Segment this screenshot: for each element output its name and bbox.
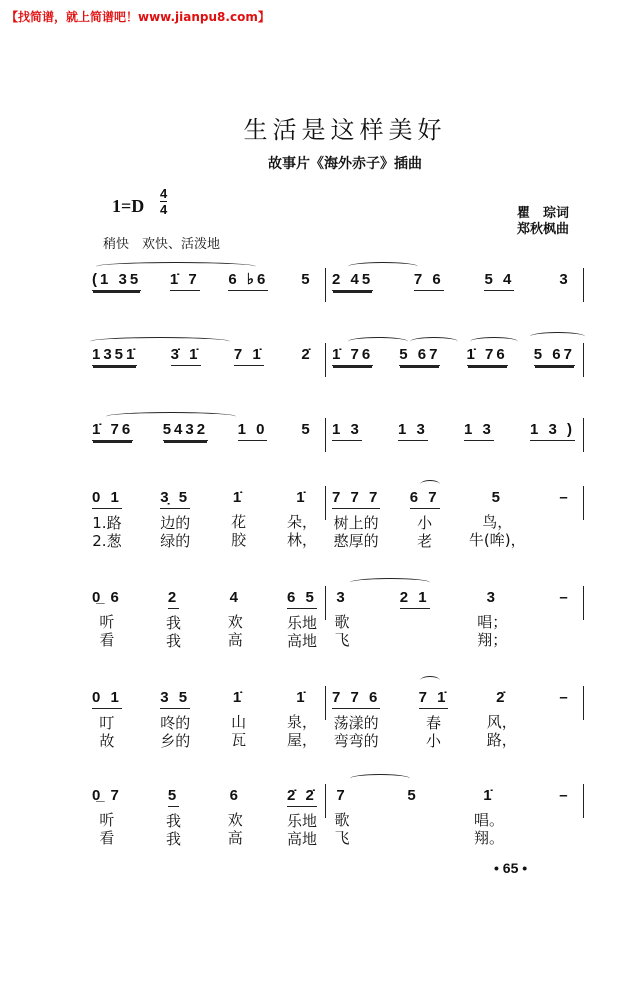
notes: 3 <box>486 589 498 606</box>
lyric: 高 <box>227 829 243 847</box>
note-group <box>92 343 137 366</box>
note-group <box>469 486 526 549</box>
lyric: 乐地 <box>286 614 317 632</box>
note-group <box>464 418 494 441</box>
note-group <box>164 586 184 650</box>
notes: 5 <box>168 784 179 807</box>
time-signature <box>160 186 167 217</box>
note-group <box>238 418 268 441</box>
slur-mark <box>350 578 430 587</box>
note-group <box>332 268 373 291</box>
lyric: 高 <box>227 631 243 649</box>
notes: 2̇ <box>301 346 313 363</box>
lyric <box>412 632 417 650</box>
note-group <box>474 784 504 847</box>
measure <box>326 268 584 302</box>
measure <box>86 586 326 650</box>
lyric: 憨厚的 <box>333 532 379 550</box>
note-group <box>163 418 208 441</box>
lyric: 2.葱 <box>92 532 122 550</box>
slur-mark <box>470 337 518 346</box>
notes: 7 <box>336 787 348 804</box>
notes: 5 <box>301 271 313 288</box>
note-group <box>164 784 184 848</box>
lyric: 山 <box>231 713 247 731</box>
lyric: 瓦 <box>231 731 247 749</box>
notes: 0 1 <box>92 486 122 509</box>
note-group <box>225 586 245 649</box>
note-group <box>555 784 575 806</box>
lyric: 我 <box>166 830 182 848</box>
lyric: 胶 <box>231 531 247 549</box>
notes: (1 35 <box>92 268 141 291</box>
notes: 1̇ <box>232 689 245 706</box>
note-group <box>287 686 317 749</box>
measure <box>86 486 326 550</box>
notes: 0 1 <box>92 686 122 709</box>
notes: 6 7 <box>410 486 440 509</box>
tempo-marking: 稍快 欢快、活泼地 <box>103 236 221 251</box>
note-group <box>332 686 380 750</box>
notes: 7 7 6 <box>332 686 380 709</box>
note-group <box>332 784 352 847</box>
note-group <box>484 268 514 291</box>
lyric: 叮 <box>99 714 115 732</box>
lyric: 牛(哞)， <box>468 531 526 549</box>
note-group <box>414 268 444 291</box>
note-group <box>297 343 317 365</box>
note-group <box>92 784 122 847</box>
measure <box>86 268 326 302</box>
notes: – <box>559 689 571 706</box>
lyric: 老 <box>417 532 433 550</box>
note-group <box>228 268 268 291</box>
notes: 1̇ 76 <box>92 418 133 441</box>
lyric <box>411 829 416 847</box>
notes: 1̇ <box>296 489 308 506</box>
key-signature: 1=D <box>112 196 145 216</box>
song-subtitle: 故事片《海外赤子》插曲 <box>268 156 422 172</box>
notes: 1̇ <box>296 689 308 706</box>
time-signature-top: 4 <box>160 186 168 201</box>
notes: 1̇ <box>232 489 245 506</box>
measure <box>326 418 584 452</box>
note-group <box>398 418 428 441</box>
note-group <box>170 268 200 291</box>
lyric: 看 <box>99 829 115 847</box>
notes: 5 67 <box>534 343 575 366</box>
note-group <box>92 686 122 750</box>
song-title: 生活是这样美好 <box>243 116 447 144</box>
notes: 1̇ 76 <box>467 343 508 366</box>
lyric: 唱。 <box>473 811 504 829</box>
lyric: 林， <box>286 531 317 549</box>
note-group <box>332 343 373 366</box>
score-row <box>86 586 586 650</box>
note-group <box>229 486 249 549</box>
slur-mark <box>348 262 418 271</box>
note-group <box>555 268 575 290</box>
note-group <box>555 586 575 608</box>
lyric: 路， <box>486 731 517 749</box>
note-group <box>234 343 264 366</box>
note-group <box>332 486 380 550</box>
score-row <box>86 486 586 550</box>
notes: 0̲ 6 <box>92 589 122 606</box>
notes: 5 <box>407 787 419 804</box>
note-group <box>403 784 423 847</box>
composer: 郑秋枫曲 <box>517 221 570 236</box>
notes: 5 67 <box>399 343 440 366</box>
lyric: 1.路 <box>92 514 122 532</box>
note-group <box>530 418 575 441</box>
lyric: 屋， <box>286 731 317 749</box>
notes: 1351̇ <box>92 343 137 366</box>
notes: 1 3 <box>464 418 494 441</box>
notes: 1 3 <box>398 418 428 441</box>
notes: 3 <box>336 589 348 606</box>
note-group <box>400 586 430 650</box>
notes: 2 1 <box>400 586 430 609</box>
lyric: 歌 <box>334 613 350 631</box>
lyric: 泉， <box>286 713 317 731</box>
notes: 2 45 <box>332 268 373 291</box>
measure <box>326 784 584 847</box>
lyric: 小 <box>426 732 442 750</box>
lyric: 高地 <box>286 830 317 848</box>
note-group <box>399 343 440 366</box>
notes: 3 <box>559 271 571 288</box>
notes: – <box>559 787 571 804</box>
lyric: 春 <box>426 714 442 732</box>
note-group <box>467 343 508 366</box>
note-group <box>171 343 201 366</box>
note-group <box>555 486 575 508</box>
note-group <box>160 486 190 550</box>
time-signature-bottom: 4 <box>160 202 168 217</box>
note-group <box>555 686 575 708</box>
lyric <box>411 811 416 829</box>
lyric: 唱； <box>477 613 508 631</box>
lyric: 弯弯的 <box>333 732 379 750</box>
slur-mark <box>106 412 236 421</box>
notes: – <box>559 589 571 606</box>
notes: 1̇ 7 <box>170 268 200 291</box>
slur-mark <box>90 337 230 346</box>
notes: 5432 <box>163 418 208 441</box>
notes: 5 4 <box>484 268 514 291</box>
notes: 2̇ 2̇ <box>287 784 317 807</box>
lyric: 花 <box>231 513 247 531</box>
note-group <box>92 418 133 441</box>
lyric: 乡的 <box>160 732 191 750</box>
slur-mark <box>530 332 585 341</box>
slur-mark <box>420 676 440 685</box>
notes: 2̇ <box>496 689 508 706</box>
note-group <box>297 418 317 440</box>
lyric: 朵， <box>286 513 317 531</box>
notes: 7 7 7 <box>332 486 380 509</box>
notes: 3̇ 1̇ <box>171 343 201 366</box>
score-row <box>86 343 586 373</box>
note-group <box>410 486 440 550</box>
lyric: 树上的 <box>333 514 379 532</box>
lyric: 翔； <box>477 631 508 649</box>
lyric: 听 <box>99 811 115 829</box>
lyric: 小 <box>417 514 433 532</box>
note-group <box>332 586 352 649</box>
lyric: 高地 <box>286 632 317 650</box>
lyricist: 瞿 琮词 <box>517 205 570 220</box>
lyric: 歌 <box>334 811 350 829</box>
slur-mark <box>350 774 410 783</box>
note-group <box>225 784 245 847</box>
notes: 1 0 <box>238 418 268 441</box>
notes: 7 1̇ <box>419 686 449 709</box>
note-group <box>287 486 317 549</box>
slur-mark <box>96 262 256 271</box>
lyric: 故 <box>99 732 115 750</box>
notes: 5 <box>491 489 503 506</box>
lyric: 看 <box>99 631 115 649</box>
measure <box>86 343 326 377</box>
measure <box>326 343 584 377</box>
score-row <box>86 784 586 848</box>
notes: 0̲ 7 <box>92 787 122 804</box>
note-group <box>287 784 317 848</box>
note-group <box>477 586 507 649</box>
note-group <box>487 686 517 749</box>
note-group <box>92 486 122 550</box>
lyric: 飞 <box>334 631 350 649</box>
lyric: 我 <box>166 632 182 650</box>
measure <box>86 784 326 848</box>
lyric: 荡漾的 <box>333 714 379 732</box>
note-group <box>419 686 449 750</box>
lyric: 欢 <box>227 613 243 631</box>
lyric: 欢 <box>227 811 243 829</box>
notes: 1 3 <box>332 418 362 441</box>
lyric: 我 <box>166 614 182 632</box>
lyric: 咚的 <box>160 714 191 732</box>
score-row <box>86 686 586 750</box>
notes: 6 5 <box>287 586 317 609</box>
notes: 3 5 <box>160 686 190 709</box>
lyric <box>412 614 417 632</box>
lyric: 绿的 <box>160 532 191 550</box>
note-group <box>287 586 317 650</box>
slur-mark <box>410 337 458 346</box>
score-row <box>86 268 586 298</box>
notes: 6 ♭6 <box>228 268 268 291</box>
notes: 5 <box>301 421 313 438</box>
notes: – <box>559 489 571 506</box>
measure <box>326 586 584 649</box>
notes: 3̣ 5 <box>160 486 190 509</box>
measure <box>86 418 326 452</box>
slur-mark <box>420 480 440 489</box>
notes: 1 3 ) <box>530 418 575 441</box>
slur-mark <box>348 337 408 346</box>
notes: 7 1̇ <box>234 343 264 366</box>
note-group <box>332 418 362 441</box>
lyric: 听 <box>99 613 115 631</box>
measure <box>86 686 326 750</box>
note-group <box>160 686 190 750</box>
notes: 1̇ 76 <box>332 343 373 366</box>
note-group <box>534 343 575 366</box>
lyric: 边的 <box>160 514 191 532</box>
lyric: 我 <box>166 812 182 830</box>
measure <box>326 486 584 550</box>
page-number: • 65 • <box>494 860 528 876</box>
note-group <box>92 586 122 649</box>
note-group <box>229 686 249 749</box>
lyric: 鸟， <box>482 513 513 531</box>
notes: 7 6 <box>414 268 444 291</box>
notes: 6 <box>229 787 241 804</box>
score-row <box>86 418 586 448</box>
site-banner[interactable]: 【找简谱，就上简谱吧！www.jianpu8.com】 <box>6 10 270 24</box>
note-group <box>297 268 317 290</box>
measure <box>326 686 584 750</box>
lyric: 风， <box>486 713 517 731</box>
notes: 1̇ <box>483 787 495 804</box>
credits <box>517 205 569 237</box>
lyric: 乐地 <box>286 812 317 830</box>
notes: 2 <box>168 586 179 609</box>
lyric: 飞 <box>334 829 350 847</box>
note-group <box>92 268 141 291</box>
lyric: 翔。 <box>473 829 504 847</box>
notes: 4 <box>229 589 241 606</box>
